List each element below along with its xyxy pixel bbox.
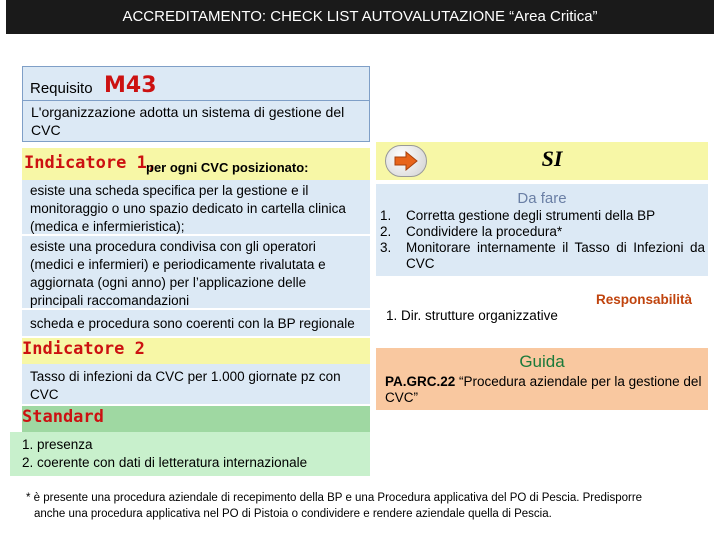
requisito-label: Requisito [30,80,93,97]
list-item-number: 3. [380,240,392,255]
indicatore1-item: scheda e procedura sono coerenti con la BP regionale [22,310,370,336]
indicatore2-description: Tasso di infezioni da CVC per 1.000 giornate pz con CVC [22,364,370,404]
list-item [380,208,705,224]
requisito-code: M43 [104,73,157,98]
guida-code: PA.GRC.22 [385,374,456,389]
guida-text: “Procedura aziendale per la gestione del CVC” [385,374,702,405]
indicatore1-item: esiste una scheda specifica per la gestione e il monitoraggio o uno spazio dedicato in cartella clinica (medica e infermieristica); [22,180,370,234]
da-fare-list [380,208,705,272]
footnote-line: anche una procedura applicativa nel PO di Pistoia o condividere e rendere aziendale quella di Pescia. [34,508,552,520]
list-item [380,224,705,240]
list-item [380,240,705,272]
requisito-description: L'organizzazione adotta un sistema di gestione del CVC [22,100,370,142]
responsabilita-item: 1. Dir. strutture organizzative [386,308,558,323]
responsabilita-title: Responsabilità [595,292,692,307]
standard-item: 1. presenza [22,437,93,452]
standard-title: Standard [22,407,104,427]
list-item-text: Corretta gestione degli strumenti della BP [406,208,656,223]
indicatore1-item: esiste una procedura condivisa con gli operatori (medici e infermieri) e periodicamente rivalutata e aggiornata (ogni anno) per l’applicazione delle principali raccomandazioni [22,236,370,308]
footnote-line: * è presente una procedura aziendale di recepimento della BP e una Procedura applicativa del PO di Pescia. Predisporre [26,492,643,504]
list-item-number: 1. [380,208,392,223]
guida-title: Guida [519,352,565,371]
list-item-number: 2. [380,224,392,239]
list-item-text: Monitorare internamente il Tasso di Infezioni da CVC [406,240,705,271]
indicatore1-subtitle: per ogni CVC posizionato: [146,160,309,175]
da-fare-title: Da fare [517,190,567,207]
page-title: ACCREDITAMENTO: CHECK LIST AUTOVALUTAZIONE “Area Critica” [6,0,714,34]
indicatore1-title: Indicatore 1, [24,153,158,173]
standard-body [10,432,370,476]
indicatore2-title: Indicatore 2 [22,339,145,359]
guida-reference [385,374,705,406]
esito-value: SI [541,146,563,171]
standard-item: 2. coerente con dati di letteratura internazionale [22,455,308,470]
list-item-text: Condividere la procedura* [406,224,563,239]
footnote [26,490,706,522]
